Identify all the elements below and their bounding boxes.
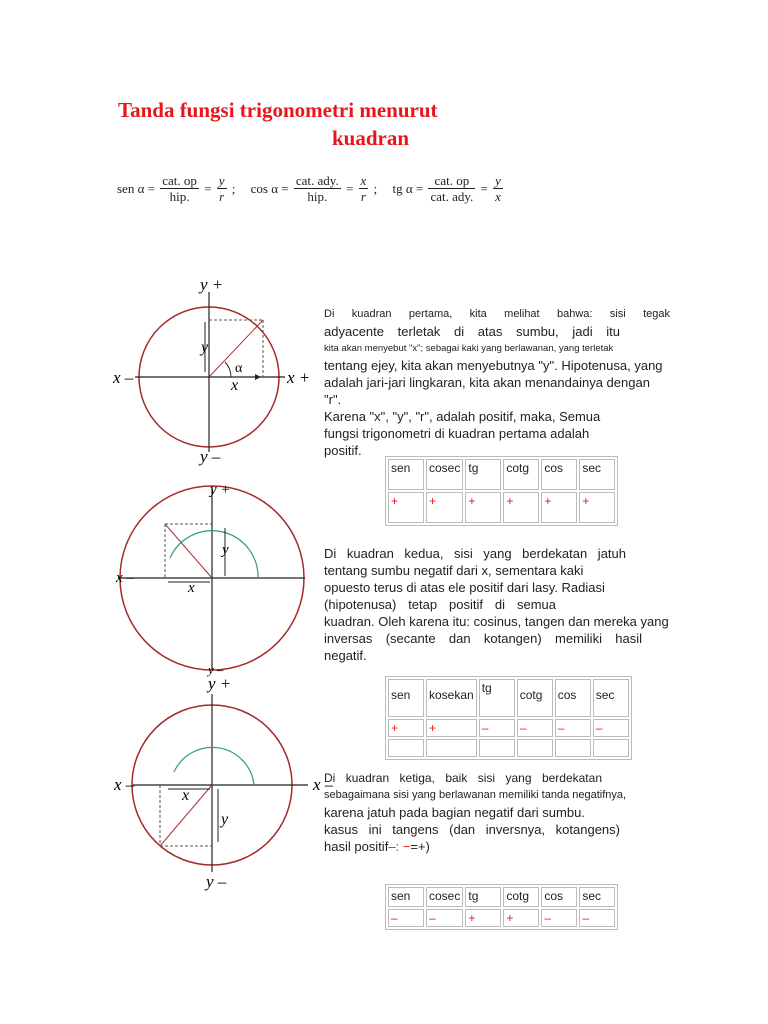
q3-line-3: karena jatuh pada bagian negatif dari sumbu. [324,805,585,820]
q1-line-2: adyacente terletak di atas sumbu, jadi itu [324,324,620,339]
quadrant-2-diagram [110,478,325,678]
q2-line-1: Di kuadran kedua, sisi yang berdekatan jatuh [324,546,626,561]
table-cell: + [426,719,477,737]
table-cell: sec [593,679,629,717]
title-line-1: Tanda fungsi trigonometri menurut [118,98,438,122]
table-cell: cotg [517,679,553,717]
label-y-plus: y + [208,674,232,693]
radius-line [165,524,212,578]
quadrant-1-sign-table [385,456,618,526]
quadrant-3-text [324,770,696,855]
table-cell: + [503,492,539,523]
table-cell: – [426,909,463,927]
cos-fraction-2: $\frac{x}{r}$ [360,173,367,204]
table-empty-row [388,739,629,757]
label-x: x [188,580,195,596]
label-y-plus: y + [210,482,231,498]
table-header-row [388,459,615,490]
q1-line-4: tentang ejey, kita akan menyebutnya "y". Hipotenusa, yang [324,358,663,373]
table-cell: + [579,492,615,523]
q3-result-red: –: − [388,839,411,854]
q1-line-3: kita akan menyebut "x"; sebagai kaki yang berlawanan, yang terletak [324,343,614,354]
cos-fraction-1: $\frac{\text{cat. ady.}}{\text{hip.}}$ [295,173,339,204]
q1-line-5: adalah jari-jari lingkaran, kita akan menandainya dengan "r". [324,375,650,407]
table-cell: – [517,719,553,737]
table-cell: sen [388,887,424,907]
label-x: x [231,377,239,394]
quadrant-1-text [324,306,670,459]
quadrant-2-text [324,545,696,664]
table-cell: cos [541,459,577,490]
tg-fraction-1: $\frac{\text{cat. op}}{\text{cat. ady.}}$ [430,173,474,204]
table-cell: + [503,909,539,927]
table-sign-row [388,719,629,737]
sen-fraction-2: $\frac{y}{r}$ [218,173,225,204]
table-cell: + [465,909,501,927]
page-title [118,96,518,152]
table-cell: cosec [426,887,463,907]
label-y: y [222,542,229,558]
table-cell: cosec [426,459,463,490]
q1-line-1: Di kuadran pertama, kita melihat bahwa: sisi tegak [324,308,670,320]
sen-fraction-1: $\frac{\text{cat. op}}{\text{hip.}}$ [162,173,197,204]
quadrant-1-diagram [105,272,325,472]
table-cell: + [426,492,463,523]
tg-lhs: tg α = [392,180,424,196]
table-cell: sec [579,459,615,490]
angle-arc [174,747,254,785]
table-cell: tg [465,887,501,907]
label-x-minus: x – [116,570,134,586]
label-y: y [221,811,229,828]
angle-arc [225,362,231,377]
q3-line-4: kasus ini tangens (dan inversnya, kotangens) [324,822,620,837]
table-cell: sen [388,459,424,490]
table-cell: sen [388,679,424,717]
q1-line-6: Karena "x", "y", "r", adalah positif, maka, Semua [324,409,601,424]
table-sign-row [388,909,615,927]
label-x-plus: x + [287,368,311,387]
quadrant-2-sign-table [385,676,632,760]
q2-line-7: negatif. [324,648,367,663]
table-cell: tg [465,459,501,490]
q1-line-7: fungsi trigonometri di kuadran pertama adalah [324,426,590,441]
angle-arc [170,531,258,578]
trig-formulas: sen α = $\frac{\text{cat. op}}{\text{hip.}}$ = $\frac{y}{r}$ ; cos α = $\frac{\text{cat. ady.}}{\text{hip.}}$ = $\frac{x}{r}$ ; tg α = $\frac{\text{cat. op}}{\text{cat. ady.}}$ = $\frac{y}{x}$ [117,173,501,204]
table-cell: tg [479,679,515,717]
label-x-minus: x – [114,775,135,794]
q3-line-5: hasil positif–: −=+) [324,839,430,854]
q3-line-2: sebagaimana sisi yang berlawanan memiliki tanda negatifnya, [324,789,627,801]
table-cell: – [593,719,629,737]
table-cell: + [541,492,577,523]
table-cell: cos [555,679,591,717]
table-cell: + [465,492,501,523]
table-header-row [388,679,629,717]
table-cell: cos [541,887,577,907]
table-cell: sec [579,887,615,907]
q2-line-4: (hipotenusa) tetap positif di semua [324,597,556,612]
label-y: y [201,339,209,356]
tg-fraction-2: $\frac{y}{x}$ [495,173,501,204]
label-x-right: x – [313,775,333,794]
q1-line-8: positif. [324,443,362,458]
label-y-minus: y – [208,662,224,677]
table-cell: cotg [503,459,539,490]
q2-line-3: opuesto terus di atas ele positif dari lasy. Radiasi [324,580,605,595]
table-cell: cotg [503,887,539,907]
label-x: x [182,787,190,804]
table-cell: + [388,492,424,523]
table-cell: kosekan [426,679,477,717]
q2-line-2: tentang sumbu negatif dari x, sementara kaki [324,563,584,578]
table-cell: – [555,719,591,737]
label-x-minus: x – [113,368,134,387]
table-header-row [388,887,615,907]
sen-lhs: sen α = [117,180,155,196]
label-y-plus: y + [200,275,224,294]
table-sign-row [388,492,615,523]
table-cell: – [388,909,424,927]
q2-line-5: kuadran. Oleh karena itu: cosinus, tangen dan mereka yang [324,614,669,629]
quadrant-3-sign-table [385,884,618,930]
q2-line-6: inversas (secante dan kotangen) memiliki hasil [324,631,642,646]
cos-lhs: cos α = [250,180,289,196]
label-y-minus: y – [200,447,221,466]
label-y-minus: y – [206,872,227,891]
table-cell: – [541,909,577,927]
q3-line-1: Di kuadran ketiga, baik sisi yang berdekatan [324,771,602,785]
table-cell: – [479,719,515,737]
label-alpha: α [235,361,243,376]
table-cell: + [388,719,424,737]
title-line-2: kuadran [332,126,410,150]
table-cell: – [579,909,615,927]
quadrant-3-diagram [108,672,333,897]
